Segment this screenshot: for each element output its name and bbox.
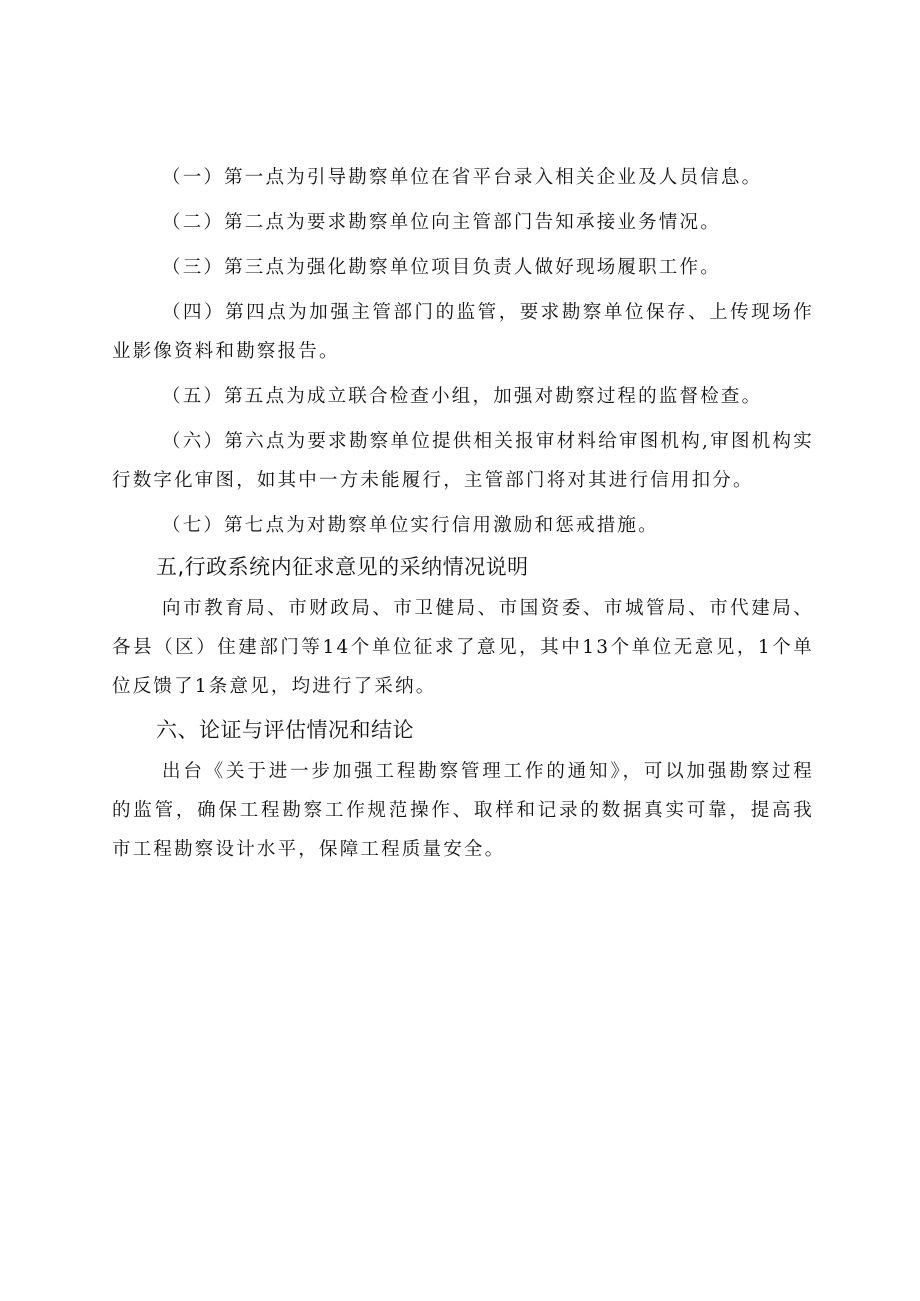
item-4-paragraph: （四）第四点为加强主管部门的监管，要求勘察单位保存、上传现场作业影像资料和勘察报告。 [112,302,814,362]
section-6-heading: 六、论证与评估情况和结论 [156,718,414,742]
item-7-paragraph: （七）第七点为对勘察单位实行信用激励和惩戒措施。 [162,515,659,536]
section-5-heading: 五,行政系统内征求意见的采纳情况说明 [156,555,529,579]
section-6-body: 出台《关于进一步加强工程勘察管理工作的通知》，可以加强勘察过程的监管，确保工程勘察工作规范操作、取样和记录的数据真实可靠，提高我市工程勘察设计水平，保障工程质量安全。 [112,761,814,860]
item-2-paragraph: （二）第二点为要求勘察单位向主管部门告知承接业务情况。 [162,212,721,233]
item-5-paragraph: （五）第五点为成立联合检查小组，加强对勘察过程的监督检查。 [162,386,763,407]
section-5-body: 向市教育局、市财政局、市卫健局、市国资委、市城管局、市代建局、各县（区）住建部门等14个单位征求了意见，其中13个单位无意见，1个单位反馈了1条意见，均进行了采纳。 [112,598,814,697]
document-body [112,158,814,875]
item-1-paragraph: （一）第一点为引导勘察单位在省平台录入相关企业及人员信息。 [162,167,763,188]
item-3-paragraph: （三）第三点为强化勘察单位项目负责人做好现场履职工作。 [162,257,721,278]
item-6-paragraph: （六）第六点为要求勘察单位提供相关报审材料给审图机构,审图机构实行数字化审图，如其中一方未能履行，主管部门将对其进行信用扣分。 [112,431,814,491]
